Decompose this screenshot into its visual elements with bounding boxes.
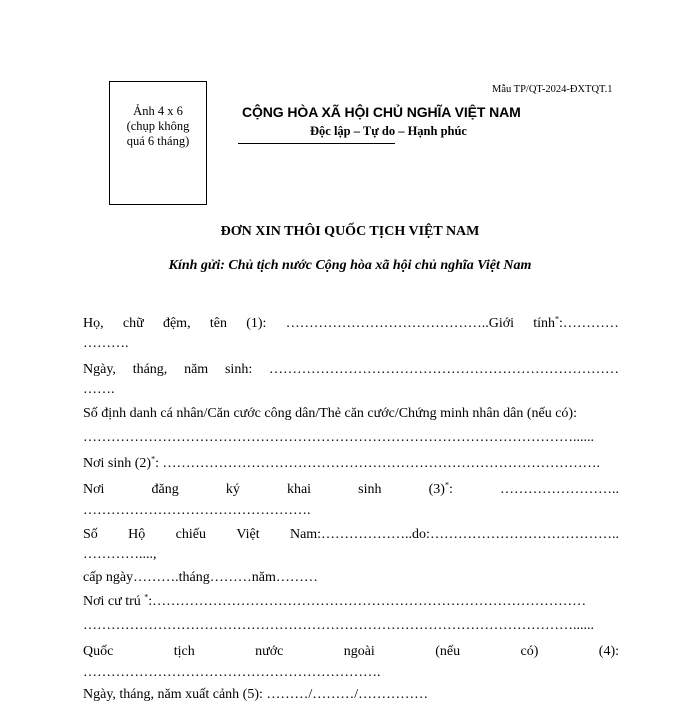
field-birthplace: Nơi sinh (2)*: …………………………………………………………………………………. [83,456,600,471]
field-dob [83,362,619,378]
name-word: đệm, [162,316,191,331]
field-dob-cont: ……. [83,382,115,397]
field-id-number: Số định danh cá nhân/Căn cước công dân/Thẻ căn cước/Chứng minh nhân dân (nếu có): [83,406,577,421]
national-title: CỘNG HÒA XÃ HỘI CHỦ NGHĨA VIỆT NAM [242,104,521,120]
field-birth-registration-cont: …………………………………………. [83,503,311,518]
passport-word: chiếu [175,527,206,542]
field-residence-cont: ……………………………………………………………………………………………...... [83,618,594,633]
nationality-word: (4): [598,644,619,659]
document-title: ĐƠN XIN THÔI QUỐC TỊCH VIỆT NAM [220,224,480,239]
nationality-word: có) [520,644,539,659]
gender-label: tính*:………… [533,314,619,331]
field-foreign-nationality-cont: ………………………………………………………. [83,665,381,680]
field-foreign-nationality [83,644,619,660]
reg-word: …………………….. [499,482,619,497]
field-exit-date: Ngày, tháng, năm xuất cảnh (5): ………/………/…………… [83,687,429,702]
reg-word: sinh [358,482,382,497]
field-residence: Nơi cư trú *:………………………………………………………………………………… [83,594,587,609]
motto-underline [238,143,395,144]
field-id-number-cont: ……………………………………………………………………………………………...... [83,430,594,445]
passport-word: Hộ [128,527,146,542]
dob-word: Ngày, [83,362,116,377]
nationality-word: Quốc [83,644,114,659]
name-word: (1): [246,316,267,331]
nationality-word: nước [255,644,284,659]
name-word: ……………………………………..Giới [285,316,514,331]
dob-word: tháng, [132,362,168,377]
name-word: Họ, [83,316,104,331]
reg-word: ký [225,482,240,497]
photo-label-line1: Ảnh 4 x 6 [133,104,183,118]
field-name [83,316,619,332]
photo-placeholder [109,81,207,205]
photo-label-line2: (chụp không [126,119,190,133]
dob-word: ………………………………………………………………… [269,362,619,377]
reg-word: đăng [151,482,179,497]
dob-word: sinh: [224,362,253,377]
field-name-cont: ………. [83,336,129,351]
field-passport-cont: …………...., [83,547,157,562]
motto: Độc lập – Tự do – Hạnh phúc [310,124,467,138]
nationality-word: ngoài [343,644,375,659]
nationality-word: tịch [173,644,195,659]
passport-word: Việt [236,527,260,542]
passport-word: Nam:………………..do:………………………………….. [289,527,619,542]
recipient-line: Kính gửi: Chủ tịch nước Cộng hòa xã hội chủ nghĩa Việt Nam [168,258,532,273]
form-code: Mẫu TP/QT-2024-ĐXTQT.1 [492,84,613,95]
dob-word: năm [184,362,209,377]
photo-label-line3: quá 6 tháng) [126,134,190,148]
reg-word: (3)*: [428,480,453,497]
name-word: tên [209,316,227,331]
passport-word: Số [83,527,98,542]
name-word: chữ [122,316,144,331]
reg-word: Nơi [83,482,105,497]
field-birth-registration [83,482,619,498]
field-passport [83,527,619,543]
nationality-word: (nếu [435,644,461,659]
field-passport-issue: cấp ngày……….tháng………năm……… [83,570,318,585]
reg-word: khai [286,482,312,497]
